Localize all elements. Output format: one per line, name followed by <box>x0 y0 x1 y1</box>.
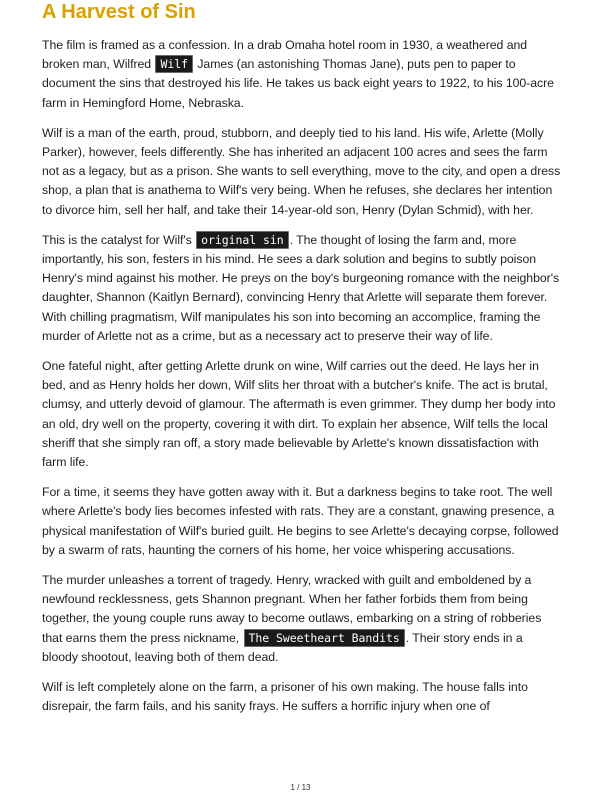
paragraph-text: The film is framed as a confession. In a drab Omaha hotel room in 1930, a weathered and broken man, Wilfred <box>42 38 528 72</box>
paragraph-6 <box>42 571 561 667</box>
paragraph-7: Wilf is left completely alone on the farm, a prisoner of his own making. The house falls into disrepair, the farm fails, and his sanity frays. He suffers a horrific injury when one of <box>42 680 528 714</box>
page-title: A Harvest of Sin <box>42 1 196 23</box>
page-number: 1 / 13 <box>290 783 311 792</box>
highlighted-term: original sin <box>196 231 288 249</box>
paragraph-4: One fateful night, after getting Arlette drunk on wine, Wilf carries out the deed. He lays her in bed, and as Henry holds her down, Wilf slits her throat with a butcher's knife. The act is brutal, clumsy, and utterly devoid of glamour. The aftermath is even grimmer. They dump her body into an old, dry well on the property, covering it with dirt. To explain her absence, Wilf tells the local sheriff that she simply ran off, a story made believable by Arlette's known dissatisfaction with farm life. <box>42 359 556 470</box>
paragraph-1 <box>42 36 561 113</box>
paragraph-text: . Their story ends in a bloody shootout, leaving both of them dead. <box>42 630 523 664</box>
highlighted-term: Wilf <box>155 55 193 73</box>
article-body <box>42 36 561 728</box>
highlighted-term: The Sweetheart Bandits <box>244 629 405 647</box>
paragraph-text: The murder unleashes a torrent of tragedy. Henry, wracked with guilt and emboldened by a newfound recklessness, gets Shannon pregnant. When her father forbids them from being together, the young couple runs away to become outlaws, embarking on a string of robberies that earns them the press nickname, <box>42 573 542 645</box>
paragraph-2: Wilf is a man of the earth, proud, stubborn, and deeply tied to his land. His wife, Arlette (Molly Parker), however, feels differently. She has inherited an adjacent 100 acres and sees the farm not as a legacy, but as a prison. She wants to sell everything, move to the city, and open a dress shop, a plan that is anathema to Wilf's very being. When he refuses, she declares her intention to divorce him, sell her half, and take their 14-year-old son, Henry (Dylan Schmid), with her. <box>42 125 561 217</box>
paragraph-text: This is the catalyst for Wilf's <box>42 232 196 247</box>
paragraph-5: For a time, it seems they have gotten away with it. But a darkness begins to take root. The well where Arlette's body lies becomes infested with rats. They are a constant, gnawing presence, a physical manifestation of Wilf's buried guilt. He begins to see Arlette's decaying corpse, followed by a swarm of rats, haunting the corners of his home, her voice whispering accusations. <box>42 485 559 557</box>
paragraph-text: . The thought of losing the farm and, more importantly, his son, festers in his mind. He sees a dark solution and begins to subtly poison Henry's mind against his mother. He preys on the boy's burgeoning romance with the neighbor's daughter, Shannon (Kaitlyn Bernard), convincing Henry that Arlette will separate them forever. With chilling pragmatism, Wilf manipulates his son into becoming an accomplice, framing the murder of Arlette not as a crime, but as a necessary act to preserve their way of life. <box>42 232 560 343</box>
paragraph-text: James (an astonishing Thomas Jane), puts pen to paper to document the sins that destroyed his life. He takes us back eight years to 1922, to his 100-acre farm in Hemingford Home, Nebraska. <box>42 57 554 110</box>
paragraph-3 <box>42 231 561 346</box>
